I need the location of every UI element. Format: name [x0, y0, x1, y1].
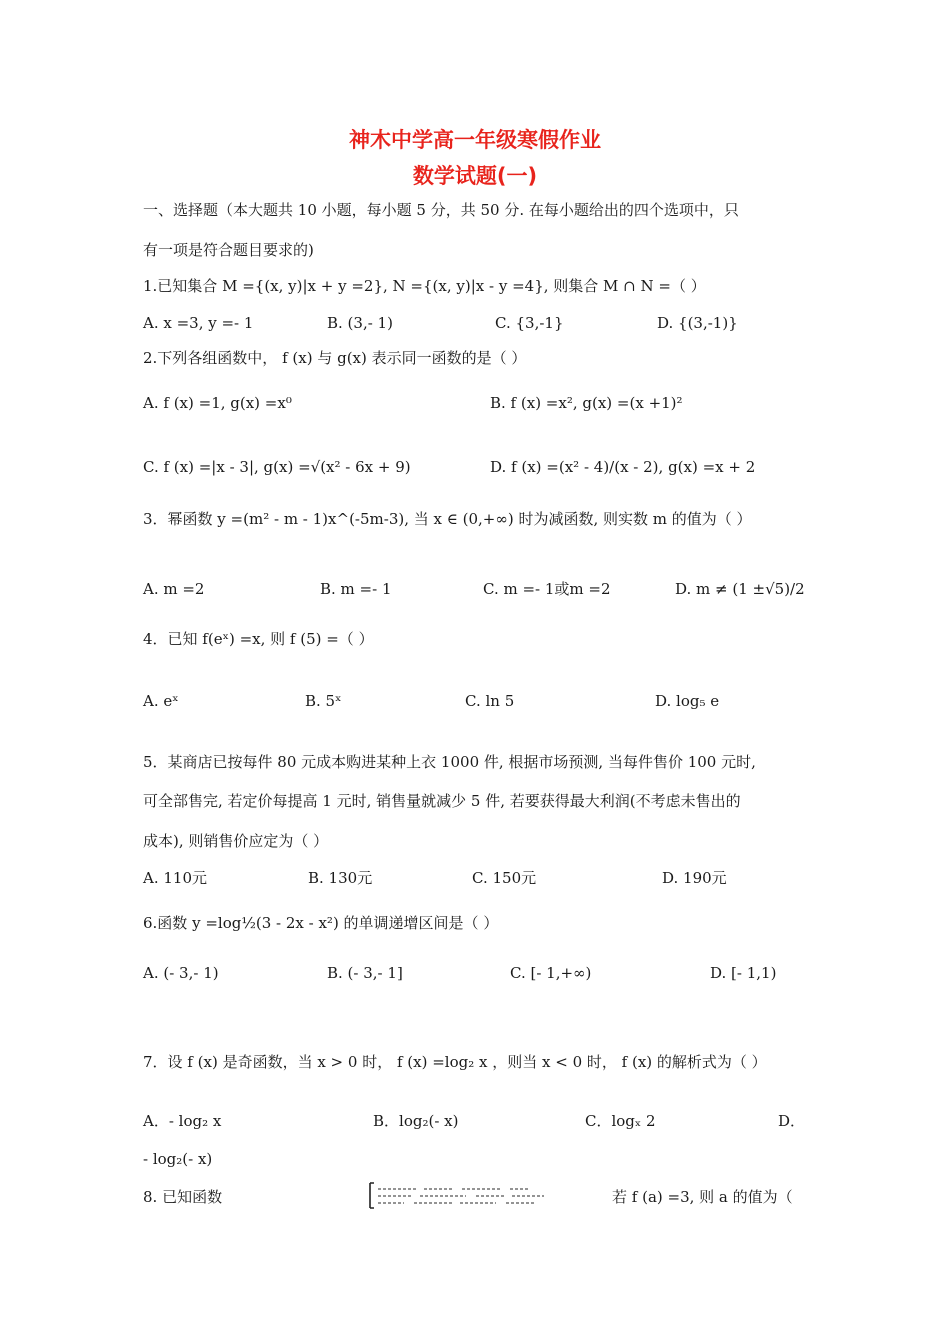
question-1-option-b: B. (3,- 1) — [327, 314, 393, 332]
question-5-stem-line-1: 5．某商店已按每件 80 元成本购进某种上衣 1000 件, 根据市场预测, 当每件售价 100 元时, — [143, 753, 756, 771]
question-6-option-b: B. (- 3,- 1] — [327, 964, 403, 982]
question-5-stem-line-3: 成本), 则销售价应定为（ ） — [143, 832, 329, 850]
question-7-option-c: C．logₓ 2 — [585, 1112, 656, 1130]
question-7-stem: 7．设 f (x) 是奇函数，当 x > 0 时， f (x) =log₂ x ，则当 x < 0 时， f (x) 的解析式为（ ） — [143, 1053, 767, 1071]
question-3-option-d: D. m ≠ (1 ±√5)/2 — [675, 580, 805, 598]
question-5-option-b: B. 130元 — [308, 869, 373, 887]
question-5-option-d: D. 190元 — [662, 869, 727, 887]
question-7-option-b: B．log₂(- x) — [373, 1112, 459, 1130]
document-title: 神木中学高一年级寒假作业 — [349, 128, 601, 152]
question-5-option-a: A. 110元 — [143, 869, 207, 887]
question-2-option-b: B. f (x) =x², g(x) =(x +1)² — [490, 394, 683, 412]
question-1-option-c: C. {3,-1} — [495, 314, 564, 332]
question-1-option-a: A. x =3, y =- 1 — [143, 314, 254, 332]
question-3-option-a: A. m =2 — [143, 580, 205, 598]
question-6-option-c: C. [- 1,+∞) — [510, 964, 592, 982]
question-1-stem: 1.已知集合 M ={(x, y)|x + y =2}, N ={(x, y)|x - y =4}, 则集合 M ∩ N =（ ） — [143, 277, 706, 295]
question-4-option-c: C. ln 5 — [465, 692, 515, 710]
question-6-stem: 6.函数 y =log½(3 - 2x - x²) 的单调递增区间是（ ） — [143, 914, 499, 932]
question-6-option-a: A. (- 3,- 1) — [143, 964, 219, 982]
question-3-stem: 3．幂函数 y =(m² - m - 1)x^(-5m-3), 当 x ∈ (0,+∞) 时为减函数, 则实数 m 的值为（ ） — [143, 510, 752, 528]
question-2-option-d: D. f (x) =(x² - 4)/(x - 2), g(x) =x + 2 — [490, 458, 756, 476]
question-4-option-b: B. 5ˣ — [305, 692, 342, 710]
question-5-option-c: C. 150元 — [472, 869, 537, 887]
question-2-stem: 2.下列各组函数中， f (x) 与 g(x) 表示同一函数的是（ ） — [143, 349, 527, 367]
garbled-formula-image — [362, 1180, 600, 1210]
question-7-option-a: A．- log₂ x — [143, 1112, 222, 1130]
question-4-stem: 4．已知 f(eˣ) =x, 则 f (5) =（ ） — [143, 630, 374, 648]
question-6-option-d: D. [- 1,1) — [710, 964, 777, 982]
section-heading-line-2: 有一项是符合题目要求的) — [143, 241, 314, 259]
question-5-stem-line-2: 可全部售完, 若定价每提高 1 元时, 销售量就减少 5 件, 若要获得最大利润(不考虑未售出的 — [143, 792, 741, 810]
question-3-option-c: C. m =- 1或m =2 — [483, 580, 611, 598]
question-2-option-a: A. f (x) =1, g(x) =x⁰ — [143, 394, 292, 412]
question-8-stem-tail: 若 f (a) =3, 则 a 的值为（ — [612, 1188, 793, 1206]
question-2-option-c: C. f (x) =|x - 3|, g(x) =√(x² - 6x + 9) — [143, 458, 411, 476]
section-heading-line-1: 一、选择题（本大题共 10 小题，每小题 5 分，共 50 分. 在每小题给出的四个选项中，只 — [143, 201, 739, 219]
question-3-option-b: B. m =- 1 — [320, 580, 392, 598]
document-subtitle: 数学试题(一) — [412, 164, 538, 188]
question-8-stem: 8. 已知函数 — [143, 1188, 223, 1206]
question-1-option-d: D. {(3,-1)} — [657, 314, 738, 332]
question-7-option-d: D． — [778, 1112, 806, 1130]
question-4-option-a: A. eˣ — [143, 692, 179, 710]
question-7-option-d-content: - log₂(- x) — [143, 1150, 213, 1168]
question-4-option-d: D. log₅ e — [655, 692, 720, 710]
